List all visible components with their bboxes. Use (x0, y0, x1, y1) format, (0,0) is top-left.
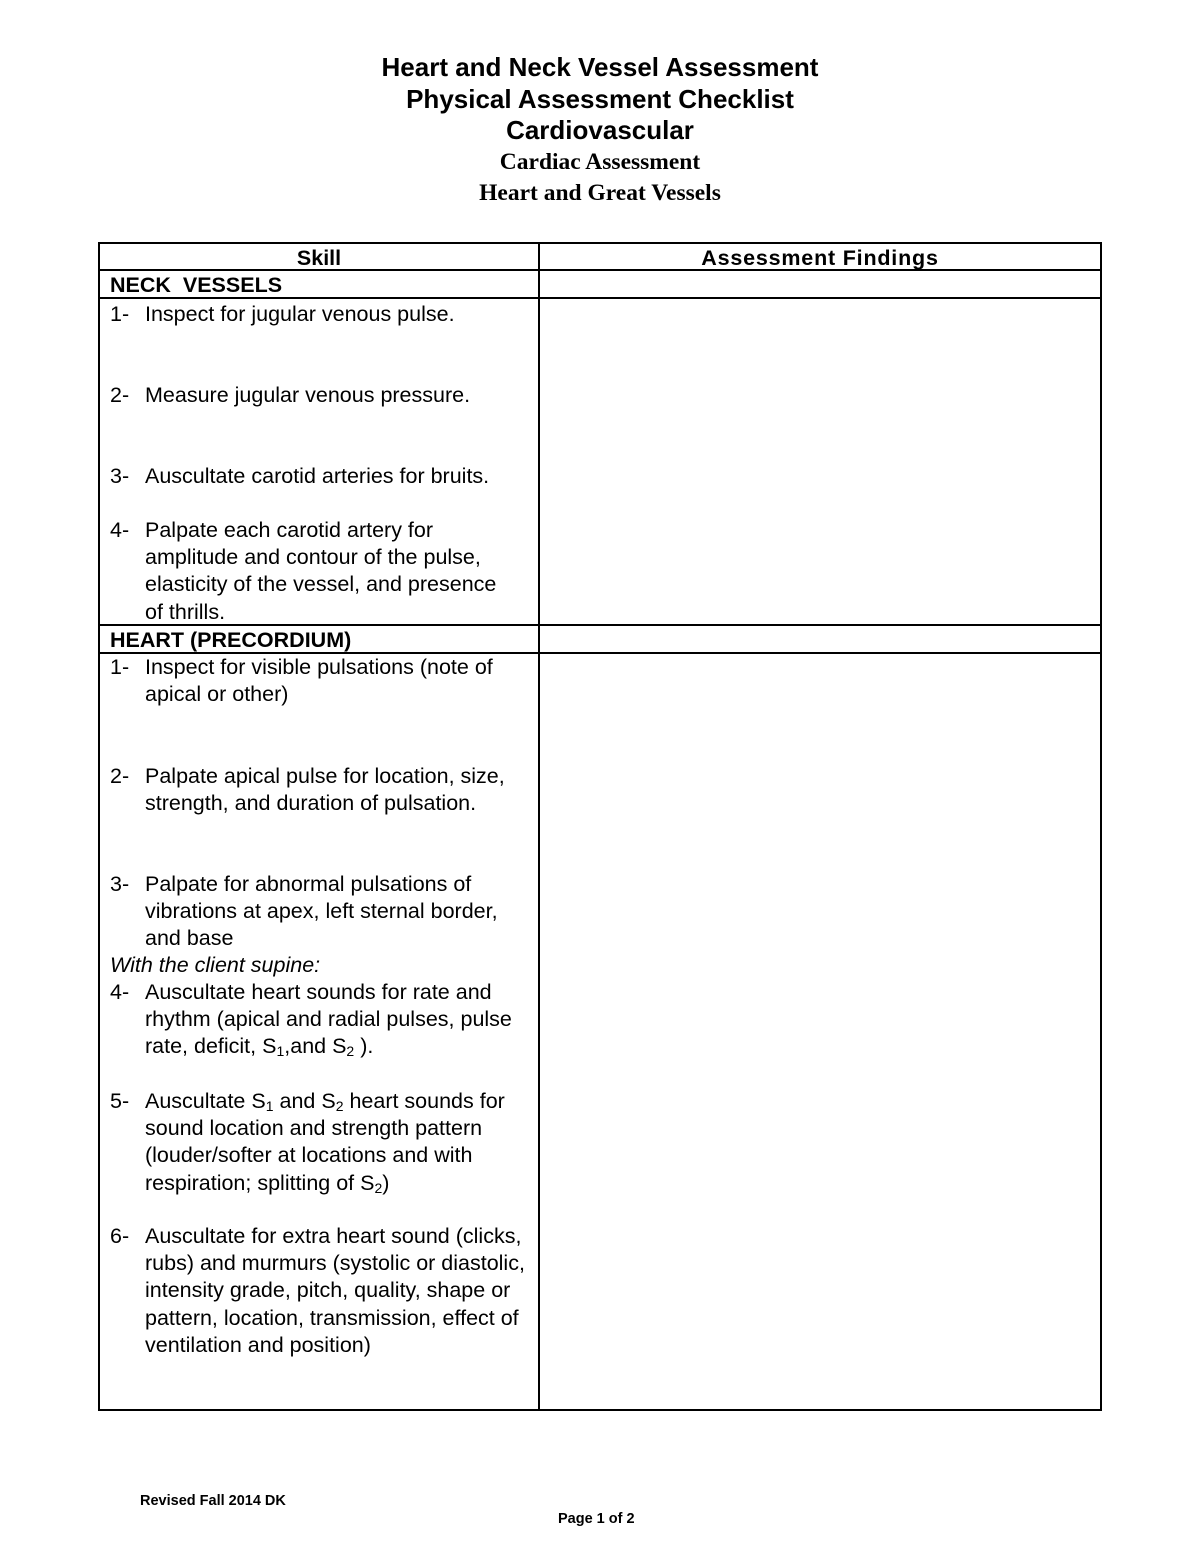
checklist-item (110, 301, 535, 328)
column-header-findings: Assessment Findings (701, 246, 939, 270)
item-number: 4- (110, 980, 130, 1004)
item-number: 4- (110, 518, 130, 542)
revision-note: Revised Fall 2014 DK (140, 1493, 286, 1509)
checklist-item (110, 1223, 525, 1359)
section-heading-heart: HEART (PRECORDIUM) (110, 628, 352, 652)
item-text: Inspect for visible pulsations (note of apical or other) (145, 655, 493, 707)
item-number: 2- (110, 383, 130, 407)
column-divider (538, 242, 540, 1411)
checklist-item (110, 382, 535, 409)
item-text: Palpate for abnormal pulsations of vibrations at apex, left sternal border, and base (145, 872, 498, 951)
item-number: 3- (110, 872, 130, 896)
item-number: 6- (110, 1224, 130, 1248)
item-text: Palpate apical pulse for location, size, strength, and duration of pulsation. (145, 764, 505, 816)
document-subsection: Heart and Great Vessels (479, 180, 721, 206)
section-heading-neck-vessels: NECK VESSELS (110, 273, 283, 297)
item-number: 1- (110, 655, 130, 679)
checklist-item (110, 517, 500, 626)
checklist-item (110, 763, 520, 817)
checklist-item (110, 979, 530, 1061)
page-number: Page 1 of 2 (558, 1511, 635, 1527)
supine-note: With the client supine: (110, 953, 321, 977)
document-subtitle: Physical Assessment Checklist (406, 83, 794, 114)
checklist-item (110, 654, 535, 708)
checklist-item (110, 1088, 515, 1197)
item-text: Auscultate $S_1$ and $S_2$ heart sounds for sound location and strength pattern (louder/softer at locations and with respiration; splitting of $S_2$) (145, 1089, 505, 1196)
item-text: Auscultate carotid arteries for bruits. (145, 464, 490, 488)
item-text: Auscultate for extra heart sound (clicks, rubs) and murmurs (systolic or diastolic, intensity grade, pitch, quality, shape or pattern, location, transmission, effect of ventilation and position) (145, 1224, 525, 1357)
document-title: Heart and Neck Vessel Assessment (381, 52, 819, 82)
item-text: Measure jugular venous pressure. (145, 383, 471, 407)
document-category: Cardiovascular (506, 115, 694, 145)
document-section: Cardiac Assessment (499, 148, 701, 175)
item-number: 3- (110, 464, 130, 488)
item-number: 1- (110, 302, 130, 326)
item-text: Palpate each carotid artery for amplitude and contour of the pulse, elasticity of the vessel, and presence of thrills. (145, 518, 497, 624)
checklist-item (110, 871, 520, 953)
checklist-item (110, 463, 535, 490)
item-text: Inspect for jugular venous pulse. (145, 302, 455, 326)
item-number: 5- (110, 1089, 130, 1113)
column-header-skill: Skill (296, 246, 342, 270)
item-text: Auscultate heart sounds for rate and rhythm (apical and radial pulses, pulse rate, deficit, $S_1,and$ $S_2$ ). (145, 980, 512, 1060)
item-number: 2- (110, 764, 130, 788)
document-header (0, 52, 1200, 210)
